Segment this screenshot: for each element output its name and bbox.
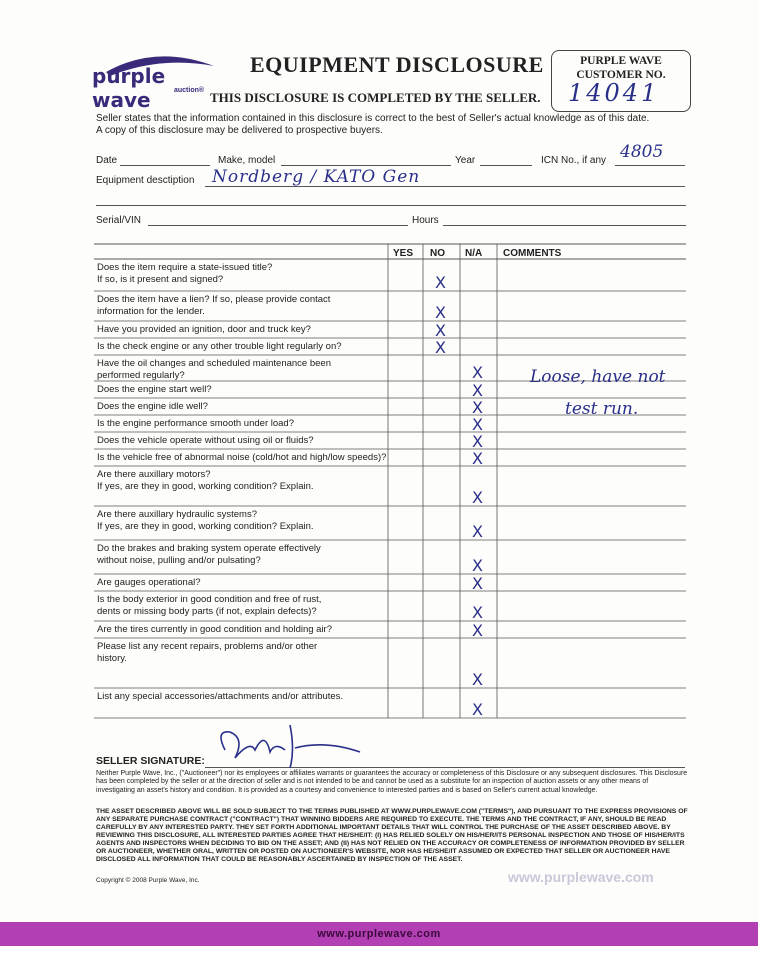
question-text — [97, 594, 387, 617]
question-text — [97, 641, 387, 664]
description-value: Nordberg / KATO Gen — [212, 167, 421, 187]
question-line-1: Does the vehicle operate without using oil or fluids? — [97, 435, 314, 446]
signature-scribble-icon — [195, 720, 365, 770]
question-line-1: Does the engine idle well? — [97, 401, 208, 412]
question-line-2: history. — [97, 652, 127, 664]
customer-number: 14041 — [568, 79, 660, 107]
no-checkmark-icon[interactable]: X — [435, 303, 446, 322]
customer-label-1: PURPLE WAVE — [580, 55, 662, 67]
question-text — [97, 469, 387, 492]
question-line-2: information for the lender. — [97, 305, 205, 317]
question-text — [97, 418, 387, 430]
no-checkmark-icon[interactable]: X — [435, 338, 446, 357]
question-text — [97, 401, 387, 413]
icn-label: ICN No., if any — [541, 155, 607, 166]
icn-value: 4805 — [620, 142, 664, 162]
question-text — [97, 452, 387, 464]
no-checkmark-icon[interactable]: X — [435, 321, 446, 340]
question-line-1: List any special accessories/attachments and/or attributes. — [97, 691, 344, 702]
na-checkmark-icon[interactable]: X — [472, 670, 483, 689]
hours-label: Hours — [412, 215, 439, 226]
question-text — [97, 358, 387, 381]
na-checkmark-icon[interactable]: X — [472, 603, 483, 622]
col-yes-header: YES — [393, 248, 414, 259]
logo-text: purple wave — [92, 64, 166, 112]
page-subtitle: THIS DISCLOSURE IS COMPLETED BY THE SELLER. — [210, 90, 541, 105]
question-line-1: Does the item have a lien? If so, please provide contact — [97, 294, 331, 305]
logo-subtext: auction® — [174, 87, 205, 94]
comment-line-1: Loose, have not — [530, 367, 666, 387]
footer-url[interactable]: www.purplewave.com — [317, 928, 441, 940]
table-row — [94, 449, 686, 466]
question-line-2: dents or missing body parts (if not, explain defects)? — [97, 605, 317, 617]
comment-line-2: test run. — [565, 399, 639, 419]
question-line-1: Does the item require a state-issued title? — [97, 262, 273, 273]
question-line-2: If yes, are they in good, working condition? Explain. — [97, 520, 314, 532]
page-title: EQUIPMENT DISCLOSURE — [250, 52, 544, 77]
na-checkmark-icon[interactable]: X — [472, 556, 483, 575]
na-checkmark-icon[interactable]: X — [472, 381, 483, 400]
question-line-1: Is the engine performance smooth under load? — [97, 418, 294, 429]
na-checkmark-icon[interactable]: X — [472, 415, 483, 434]
question-line-1: Is the vehicle free of abnormal noise (cold/hot and high/low speeds)? — [97, 452, 387, 463]
na-checkmark-icon[interactable]: X — [472, 363, 483, 382]
question-line-1: Is the check engine or any other trouble light regularly on? — [97, 341, 342, 352]
year-label: Year — [455, 155, 476, 166]
disclaimer-text: Neither Purple Wave, Inc., ("Auctioneer") nor its employees or affiliates warrants or guarantees the accuracy or completeness of this Disclosure or any subsequent disclosures. This Disclosure has been completed by the seller or at the direction of seller and is not intended to be and cannot be used as a substitute for an inspection of auction assets or any other means of investigating an asset's history and condition. It is provided as a courtesy and convenience to interested parties and is based on Seller's current actual knowledge. — [96, 770, 688, 794]
watermark-url: www.purplewave.com — [508, 869, 654, 885]
serial-label: Serial/VIN — [96, 215, 142, 226]
question-line-1: Is the body exterior in good condition and free of rust, — [97, 594, 322, 605]
question-line-1: Have the oil changes and scheduled maintenance been — [97, 358, 331, 369]
table-row — [94, 540, 686, 574]
question-line-1: Are there auxillary hydraulic systems? — [97, 509, 257, 520]
na-checkmark-icon[interactable]: X — [472, 574, 483, 593]
question-text — [97, 435, 387, 447]
table-row — [94, 338, 686, 355]
no-checkmark-icon[interactable]: X — [435, 273, 446, 292]
intro-line-1: Seller states that the information contained in this disclosure is correct to the best of Seller's actual knowledge as of this date. — [96, 113, 650, 124]
question-line-1: Are there auxillary motors? — [97, 469, 211, 480]
table-row — [94, 574, 686, 591]
question-text — [97, 341, 387, 353]
question-line-1: Are the tires currently in good condition and holding air? — [97, 624, 333, 635]
question-text — [97, 543, 387, 566]
table-row — [94, 321, 686, 338]
question-line-1: Have you provided an ignition, door and truck key? — [97, 324, 311, 335]
make-model-label: Make, model — [218, 155, 276, 166]
table-row — [94, 291, 686, 321]
question-line-2: If yes, are they in good, working condition? Explain. — [97, 480, 314, 492]
table-row — [94, 432, 686, 449]
col-na-header: N/A — [465, 248, 483, 259]
table-row — [94, 506, 686, 540]
table-row — [94, 591, 686, 621]
question-line-1: Does the engine start well? — [97, 384, 212, 395]
table-row — [94, 638, 686, 688]
date-label: Date — [96, 155, 118, 166]
question-line-2: without noise, pulling and/or pulsating? — [97, 554, 261, 566]
na-checkmark-icon[interactable]: X — [472, 621, 483, 640]
table-row — [94, 259, 686, 291]
question-text — [97, 509, 387, 532]
intro-line-2: A copy of this disclosure may be delivered to prospective buyers. — [96, 125, 383, 136]
col-comments-header: COMMENTS — [503, 248, 562, 259]
question-text — [97, 324, 387, 336]
question-text — [97, 577, 387, 589]
na-checkmark-icon[interactable]: X — [472, 522, 483, 541]
question-text — [97, 624, 387, 636]
question-text — [97, 294, 387, 317]
na-checkmark-icon[interactable]: X — [472, 398, 483, 417]
copyright-text: Copyright © 2008 Purple Wave, Inc. — [96, 877, 200, 884]
na-checkmark-icon[interactable]: X — [472, 700, 483, 719]
question-line-2: If so, is it present and signed? — [97, 273, 224, 285]
terms-text: THE ASSET DESCRIBED ABOVE WILL BE SOLD SUBJECT TO THE TERMS PUBLISHED AT WWW.PURPLEWAVE.COM ("TERMS"), AND PURSUANT TO THE EXPRESS PROVISIONS OF ANY SEPARATE PURCHASE CONTRACT ("CONTRACT") THAT WINNING BIDDERS ARE REQUIRED TO EXECUTE. THE TERMS AND THE CONTRACT, IF ANY, SHOULD BE READ CAREFULLY BY ANY INTERESTED PARTY. THEY SET FORTH ADDITIONAL IMPORTANT DETAILS THAT WILL CONTROL THE PURCHASE OF THE ASSET DESCRIBED ABOVE. BY REVIEWING THIS DISCLOSURE, ALL INTERESTED PARTIES AGREE THAT HE/SHE/IT: (I) HAS RELIED SOLELY ON HIS/HER/ITS PERSONAL INSPECTION AND THOSE OF HIS/HER/ITS AGENTS AND INSPECTORS WHEN DECIDING TO BID ON THE ASSET; AND (II) HAS NOT RELIED ON THE ACCURACY OR COMPLETENESS OF INFORMATION PROVIDED BY SELLER OR AUCTIONEER, WHETHER ORAL, WRITTEN OR POSTED ON AUCTIONEER'S WEBSITE, NOR HAS HE/SHE/IT ASSUMED OR EXPECTED THAT SELLER OR AUCTIONEER HAVE DISCLOSED ALL INFORMATION THAT COULD BE REASONABLY ASCERTAINED BY INSPECTION OF THE ASSET. — [96, 808, 688, 863]
na-checkmark-icon[interactable]: X — [472, 488, 483, 507]
question-text — [97, 384, 387, 396]
col-no-header: NO — [430, 248, 445, 259]
question-line-1: Do the brakes and braking system operate effectively — [97, 543, 321, 554]
customer-label-2: CUSTOMER NO. — [576, 69, 666, 81]
description-label: Equipment desctiption — [96, 175, 195, 186]
question-line-1: Please list any recent repairs, problems and/or other — [97, 641, 318, 652]
table-row — [94, 621, 686, 638]
question-line-1: Are gauges operational? — [97, 577, 201, 588]
table-row — [94, 688, 686, 718]
question-text — [97, 262, 387, 285]
na-checkmark-icon[interactable]: X — [472, 449, 483, 468]
na-checkmark-icon[interactable]: X — [472, 432, 483, 451]
table-row — [94, 466, 686, 506]
question-line-2: performed regularly? — [97, 369, 185, 381]
question-text — [97, 691, 387, 703]
signature-label: SELLER SIGNATURE: — [96, 755, 205, 767]
